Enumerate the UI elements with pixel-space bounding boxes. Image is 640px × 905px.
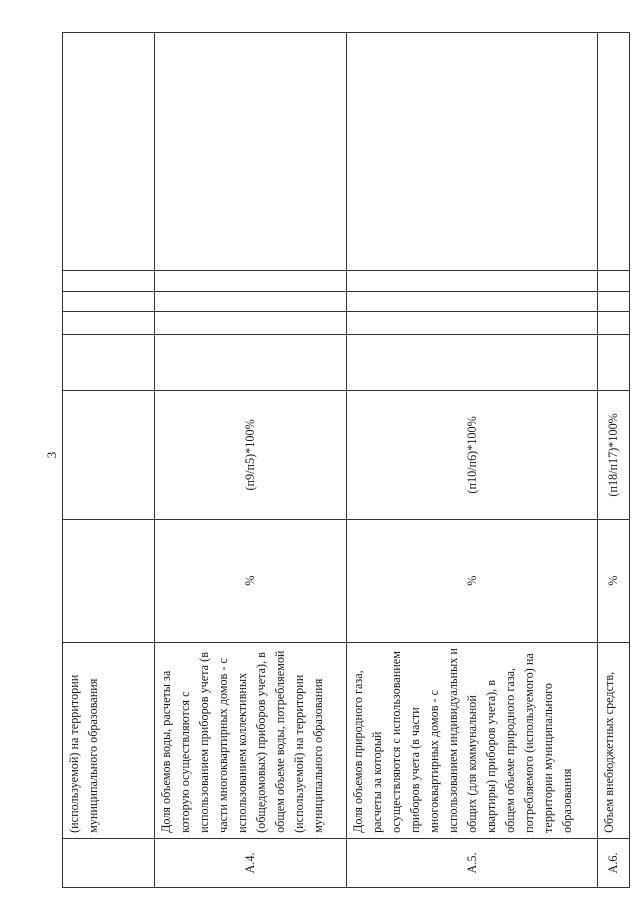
value-cell	[155, 271, 347, 291]
indicator-description: Доля объемов природного газа, расчеты за который осуществляются с использованием приборов учета (в части многоквартирных домов - с использованием индивидуальных и общих (для коммунальной квартиры) приборов учета), в общем объеме природного газа, потребляемого (используемого) на территории муниципального образования	[347, 642, 598, 838]
table-row	[598, 33, 630, 888]
value-cell	[598, 271, 630, 291]
table-row	[347, 33, 598, 888]
value-cell	[347, 312, 598, 335]
formula-cell	[63, 390, 155, 519]
value-cell	[347, 271, 598, 291]
value-cell	[63, 312, 155, 335]
value-cell	[347, 334, 598, 390]
page-number: 3	[44, 451, 59, 459]
value-cell	[347, 33, 598, 271]
value-cell	[598, 291, 630, 311]
indicator-description: (используемой) на территории муниципального образования	[63, 642, 155, 838]
value-cell	[347, 291, 598, 311]
row-number	[63, 838, 155, 887]
value-cell	[598, 312, 630, 335]
unit-cell: %	[155, 519, 347, 642]
table-row	[155, 33, 347, 888]
value-cell	[155, 334, 347, 390]
value-cell	[63, 334, 155, 390]
row-number: А.6.	[598, 838, 630, 887]
unit-cell	[63, 519, 155, 642]
row-number: А.4.	[155, 838, 347, 887]
value-cell	[63, 271, 155, 291]
formula-cell: (п10/п6)*100%	[347, 390, 598, 519]
value-cell	[155, 33, 347, 271]
value-cell	[63, 291, 155, 311]
value-cell	[63, 33, 155, 271]
indicators-table	[62, 32, 630, 888]
formula-cell: (п9/п5)*100%	[155, 390, 347, 519]
indicator-description: Объем внебюджетных средств,	[598, 642, 630, 838]
value-cell	[155, 291, 347, 311]
table-row	[63, 33, 155, 888]
unit-cell: %	[347, 519, 598, 642]
value-cell	[155, 312, 347, 335]
formula-cell: (п18/п17)*100%	[598, 390, 630, 519]
value-cell	[598, 334, 630, 390]
value-cell	[598, 33, 630, 271]
unit-cell: %	[598, 519, 630, 642]
row-number: А.5.	[347, 838, 598, 887]
indicator-description: Доля объемов воды, расчеты за которую осуществляются с использованием приборов учета (в части многоквартирных домов - с использованием коллективных (общедомовых) приборов учета), в общем объеме воды, потребляемой (используемой) на территории муниципального образования	[155, 642, 347, 838]
